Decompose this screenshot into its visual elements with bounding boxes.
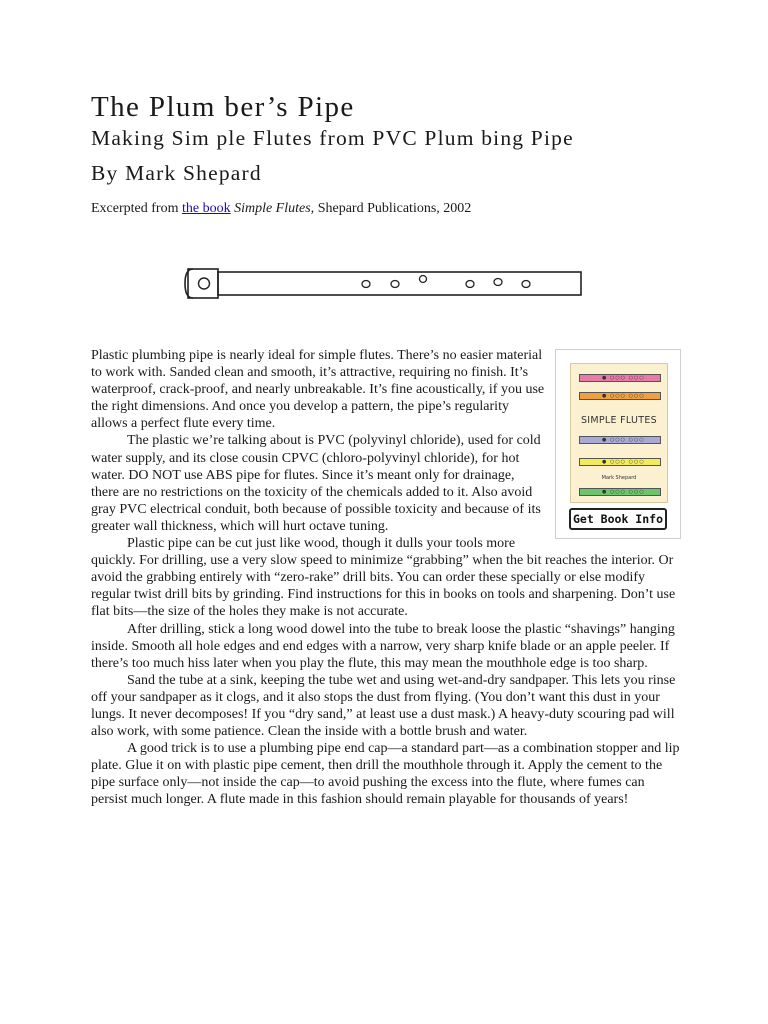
paragraph: After drilling, stick a long wood dowel into the tube to break loose the plastic “shavings” hanging inside. Smooth all hole edges and end edges with a narrow, very sharp knife blade or an apple peeler. If there’s too much hiss later when you play the flute, this may mean the mouthhole edge is too sharp.: [91, 621, 675, 671]
page-title: The Plum ber’s Pipe: [91, 91, 355, 123]
cover-flute-bar-lavender: [579, 436, 661, 444]
get-book-info-button[interactable]: Get Book Info: [569, 508, 667, 530]
cover-flute-bar-orange: [579, 392, 661, 400]
flute-drawing: [183, 267, 583, 303]
flute-mouthhole: [199, 278, 210, 289]
excerpt-suffix: Shepard Publications, 2002: [314, 201, 472, 216]
paragraph: A good trick is to use a plumbing pipe end cap—a standard part—as a combination stopper and lip plate. Glue it on with plastic pipe cement, then drill the mouthhole through it. Apply the cement to the pipe surface only—not inside the cap—to avoid pushing the excess into the flute, where fumes can persist much longer. A flute made in this fashion should remain playable for thousands of years!: [91, 741, 680, 808]
book-link[interactable]: the book: [181, 201, 231, 216]
paragraph: The plastic we’re talking about is PVC (polyvinyl chloride), used for cold water supply, and its close cousin CPVC (chloro-polyvinyl chloride), for hot water. DO NOT use ABS pipe for flutes. Since it’s meant only for drainage, there are no restrictions on the toxicity of the chemicals added to it. Also avoid gray PVC electrical conduit, both because of possible toxicity and because of its greater wall thickness, which will hurt octave tuning.: [91, 433, 541, 534]
paragraph: Sand the tube at a sink, keeping the tube wet and using wet-and-dry sandpaper. This lets you rinse off your sandpaper as it clogs, and it also stops the dust from flying. (You don’t want this dust in your lungs. It never decomposes! If you “dry sand,” at least use a dust mask.) A heavy-duty scouring pad will also work, with some patience. Clean the inside with a bottle brush and water.: [91, 672, 676, 740]
flute-cap-curve: [185, 269, 193, 298]
author-line: By Mark Shepard: [91, 161, 262, 185]
paragraph: Plastic plumbing pipe is nearly ideal for simple flutes. There’s no easier material to work with. Sanded clean and smooth, it’s attractive, requiring no finish. It’s waterproof, crack-proof, and nearly unbreakable. It’s fine acoustically, if you use the right dimensions. And once you develop a pattern, the pipe’s regularity allows a perfect flute every time.: [91, 348, 545, 432]
page-subtitle: Making Sim ple Flutes from PVC Plum bing Pipe: [91, 126, 574, 150]
flute-finger-hole-5: [522, 281, 530, 288]
book-promo: [555, 349, 681, 539]
cover-bar-holes: ● ○○○ ○○○: [602, 489, 645, 495]
cover-bar-holes: ● ○○○ ○○○: [602, 459, 645, 465]
flute-finger-hole-1: [362, 281, 370, 288]
excerpt-note: [91, 200, 681, 218]
cover-bar-holes: ● ○○○ ○○○: [602, 393, 645, 399]
book-cover-image[interactable]: [570, 363, 668, 503]
flute-finger-hole-4: [494, 279, 502, 286]
flute-finger-hole-2: [391, 281, 399, 288]
flute-illustration: [183, 267, 583, 303]
cover-flute-bar-yellow: [579, 458, 661, 466]
cover-flute-bar-pink: [579, 374, 661, 382]
paragraph: Plastic pipe can be cut just like wood, though it dulls your tools more quickly. For drilling, use a very slow speed to minimize “grabbing” when the bit reaches the interior. Or avoid the grabbing entirely with “zero-rake” drill bits. You can order these specially or else modify regular twist drill bits by grinding. Find instructions for this in books on tools and sharpening. Don’t use flat bits—the size of the holes they make is not accurate.: [91, 536, 676, 620]
flute-finger-hole-3: [466, 281, 474, 288]
book-title: Simple Flutes,: [234, 201, 315, 216]
article-header: [91, 90, 681, 218]
flute-thumb-hole: [420, 276, 427, 283]
cover-flute-bar-green: [579, 488, 661, 496]
flute-end-cap: [188, 269, 218, 298]
cover-bar-holes: ● ○○○ ○○○: [602, 437, 645, 443]
article-body: [91, 347, 681, 809]
excerpt-prefix: Excerpted from: [91, 201, 182, 216]
cover-author: Mark Shepard: [601, 475, 637, 481]
cover-bar-holes: ● ○○○ ○○○: [602, 375, 645, 381]
cover-title: SIMPLE FLUTES: [580, 415, 658, 426]
